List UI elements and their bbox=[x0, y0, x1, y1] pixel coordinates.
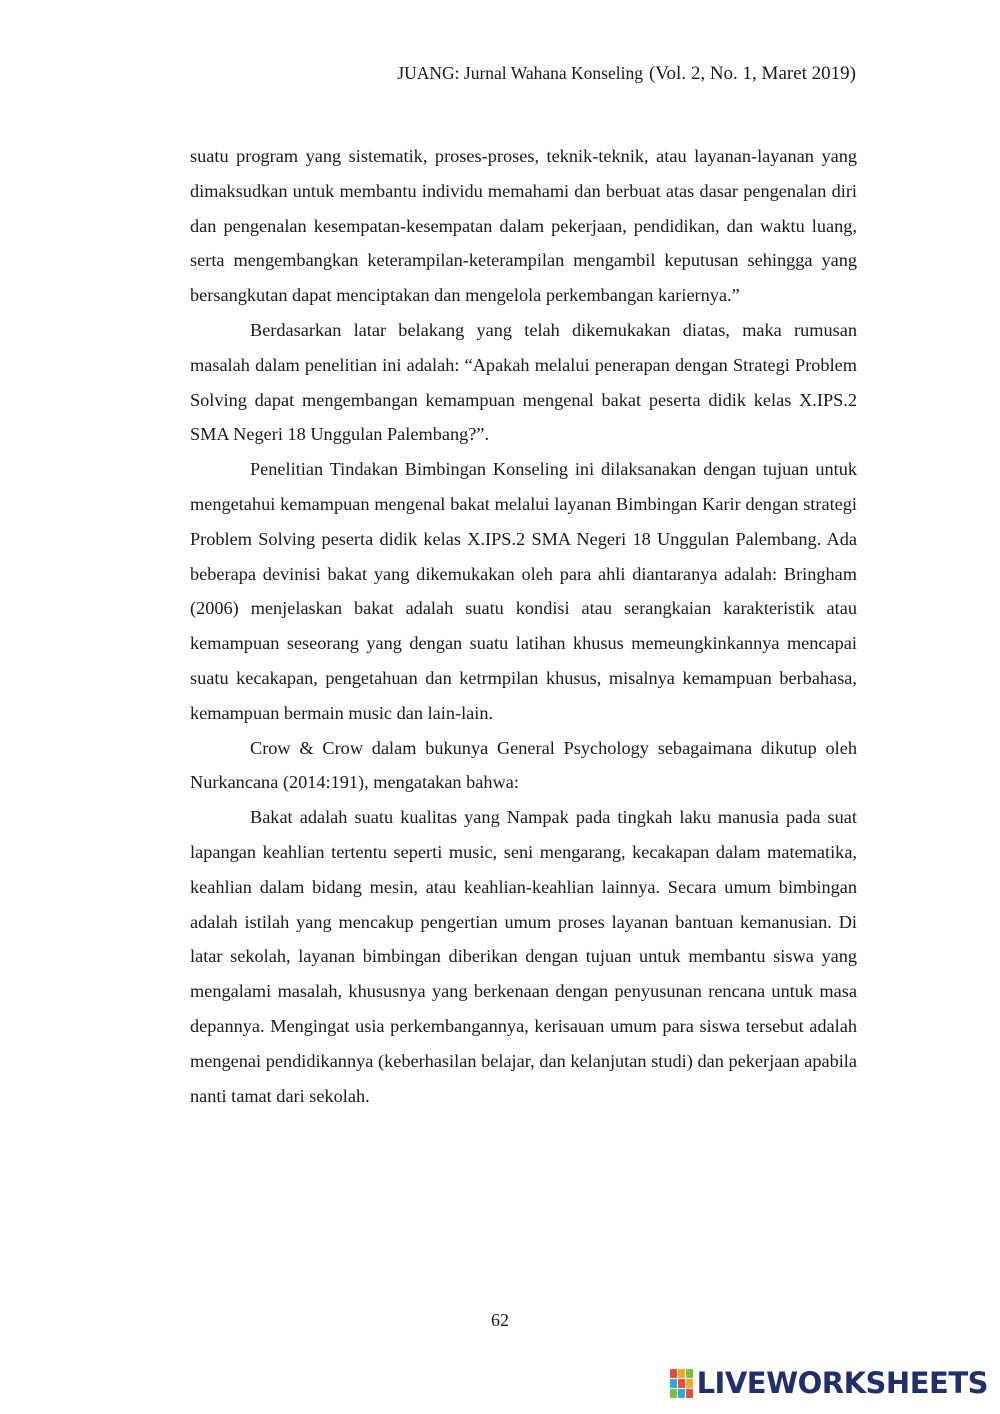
page-number: 62 bbox=[491, 1310, 509, 1330]
body-text bbox=[190, 139, 857, 1113]
journal-volume: (Vol. 2, No. 1, Maret 2019) bbox=[648, 63, 856, 84]
liveworksheets-watermark bbox=[670, 1366, 988, 1400]
liveworksheets-logo-icon bbox=[670, 1369, 693, 1398]
journal-title: JUANG: Jurnal Wahana Konseling bbox=[397, 63, 643, 83]
paragraph-research-question: Berdasarkan latar belakang yang telah dikemukakan diatas, maka rumusan masalah dalam penelitian ini adalah: “Apakah melalui penerapan dengan Strategi Problem Solving dapat mengembangan kemampuan mengenal bakat peserta didik kelas X.IPS.2 SMA Negeri 18 Unggulan Palembang?”. bbox=[190, 319, 857, 445]
paragraph-continuation: suatu program yang sistematik, proses-proses, teknik-teknik, atau layanan-layanan yang dimaksudkan untuk membantu individu memahami dan berbuat atas dasar pengenalan diri dan pengenalan kesempatan-kesempatan dalam pekerjaan, pendidikan, dan waktu luang, serta mengembangkan keterampilan-keterampilan mengambil keputusan sehingga yang bersangkutan dapat menciptakan dan mengelola perkembangan kariernya.” bbox=[190, 146, 857, 306]
paragraph-research-purpose: Penelitian Tindakan Bimbingan Konseling ini dilaksanakan dengan tujuan untuk mengetahui kemampuan mengenal bakat melalui layanan Bimbingan Karir dengan strategi Problem Solving peserta didik kelas X.IPS.2 SMA Negeri 18 Unggulan Palembang. Ada beberapa devinisi bakat yang dikemukakan oleh para ahli diantaranya adalah: Bringham (2006) menjelaskan bakat adalah suatu kondisi atau serangkaian karakteristik atau kemampuan seseorang yang dengan suatu latihan khusus memeungkinkannya mencapai suatu kecakapan, pengetahuan dan ketrmpilan khusus, misalnya kemampuan berbahasa, kemampuan bermain music dan lain-lain. bbox=[190, 459, 857, 723]
paragraph-talent-definition: Bakat adalah suatu kualitas yang Nampak pada tingkah laku manusia pada suat lapangan keahlian tertentu seperti music, seni mengarang, kecakapan dalam matematika, keahlian dalam bidang mesin, atau keahlian-keahlian lainnya. Secara umum bimbingan adalah istilah yang mencakup pengertian umum proses layanan bantuan kemanusian. Di latar sekolah, layanan bimbingan diberikan dengan tujuan untuk membantu siswa yang mengalami masalah, khususnya yang berkenaan dengan penyusunan rencana untuk masa depannya. Mengingat usia perkembangannya, kerisauan umum para siswa tersebut adalah mengenai pendidikannya (keberhasilan belajar, dan kelanjutan studi) dan pekerjaan apabila nanti tamat dari sekolah. bbox=[190, 807, 857, 1106]
watermark-text: LIVEWORKSHEETS bbox=[696, 1366, 988, 1400]
running-header bbox=[397, 62, 856, 85]
paragraph-crow-citation: Crow & Crow dalam bukunya General Psychology sebagaimana dikutup oleh Nurkancana (2014:191), mengatakan bahwa: bbox=[190, 737, 857, 793]
